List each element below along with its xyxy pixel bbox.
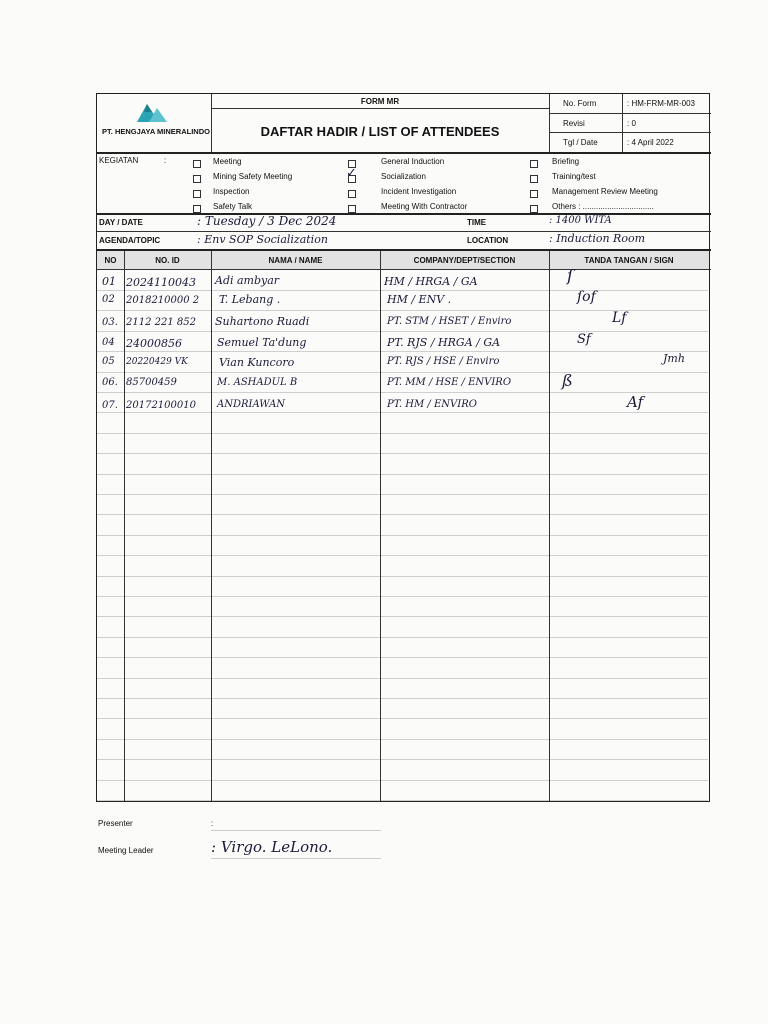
row-7-company: PT. HM / ENVIRO bbox=[387, 399, 477, 410]
time-label: TIME bbox=[467, 218, 487, 227]
table-row-rule bbox=[97, 535, 708, 536]
row-5-sign: Jmh bbox=[663, 352, 685, 365]
table-row-rule bbox=[97, 678, 708, 679]
row-4-sign: Sf bbox=[577, 332, 591, 347]
row-3-sign: Lf bbox=[612, 310, 627, 326]
row-3-company: PT. STM / HSET / Enviro bbox=[387, 316, 512, 327]
checkbox-mining-safety[interactable] bbox=[193, 175, 201, 183]
checkbox-incident-investigation[interactable] bbox=[348, 190, 356, 198]
row-2-no: 02 bbox=[102, 294, 115, 305]
checkbox-management-review[interactable] bbox=[530, 190, 538, 198]
presenter-label: Presenter bbox=[98, 819, 133, 828]
row-5-name: Vian Kuncoro bbox=[219, 356, 295, 369]
option-training: Training/test bbox=[552, 172, 596, 181]
checkbox-others[interactable] bbox=[530, 205, 538, 213]
checkbox-training[interactable] bbox=[530, 175, 538, 183]
row-6-id: 85700459 bbox=[126, 377, 177, 388]
row-2-company: HM / ENV . bbox=[387, 293, 452, 306]
tgl-value: : 4 April 2022 bbox=[627, 138, 674, 147]
header-name: NAMA / NAME bbox=[268, 256, 323, 265]
table-row-rule bbox=[97, 514, 708, 515]
row-4-id: 24000856 bbox=[126, 337, 182, 350]
row-6-name: M. ASHADUL B bbox=[217, 377, 298, 388]
table-row-rule bbox=[97, 412, 708, 413]
row-2-id: 2018210000 2 bbox=[126, 295, 200, 306]
agenda-value: : Env SOP Socialization bbox=[197, 233, 328, 246]
row-7-id: 20172100010 bbox=[126, 400, 196, 411]
checkbox-meeting-contractor[interactable] bbox=[348, 205, 356, 213]
table-row-rule bbox=[97, 351, 708, 352]
row-7-sign: Af bbox=[627, 393, 644, 411]
row-5-no: 05 bbox=[102, 356, 115, 367]
header-id: NO. ID bbox=[155, 256, 180, 265]
form-title: DAFTAR HADIR / LIST OF ATTENDEES bbox=[260, 124, 500, 139]
checkbox-safety-talk[interactable] bbox=[193, 205, 201, 213]
kegiatan-colon: : bbox=[164, 156, 167, 165]
revisi-value: : 0 bbox=[627, 119, 636, 128]
agenda-label: AGENDA/TOPIC bbox=[99, 236, 161, 245]
table-row-rule bbox=[97, 474, 708, 475]
table-row-rule bbox=[97, 739, 708, 740]
row-2-sign: ſof bbox=[577, 289, 596, 305]
row-5-company: PT. RJS / HSE / Enviro bbox=[387, 356, 500, 367]
row-4-no: 04 bbox=[102, 337, 115, 348]
row-7-name: ANDRIAWAN bbox=[217, 399, 286, 410]
day-date-value: : Tuesday / 3 Dec 2024 bbox=[197, 214, 337, 228]
table-row-rule bbox=[97, 698, 708, 699]
row-1-sign: ſ bbox=[567, 266, 573, 285]
row-1-name: Adi ambyar bbox=[215, 274, 280, 287]
day-date-label: DAY / DATE bbox=[99, 218, 143, 227]
row-3-id: 2112 221 852 bbox=[126, 317, 196, 328]
row-6-sign: ß bbox=[562, 371, 573, 390]
table-row-rule bbox=[97, 780, 708, 781]
location-value: : Induction Room bbox=[549, 232, 646, 245]
form-label: FORM MR bbox=[360, 97, 400, 106]
header-company: COMPANY/DEPT/SECTION bbox=[413, 256, 516, 265]
option-briefing: Briefing bbox=[552, 157, 580, 166]
table-row-rule bbox=[97, 392, 708, 393]
checkbox-inspection[interactable] bbox=[193, 190, 201, 198]
row-2-name: T. Lebang . bbox=[219, 293, 281, 306]
company-logo-icon bbox=[135, 100, 169, 124]
tgl-label: Tgl / Date bbox=[563, 138, 598, 147]
time-value: : 1400 WITA bbox=[549, 215, 612, 226]
option-socialization: Socialization bbox=[381, 172, 426, 181]
table-row-rule bbox=[97, 576, 708, 577]
row-6-no: 06. bbox=[102, 377, 118, 388]
row-1-id: 2024110043 bbox=[126, 276, 196, 289]
option-mining-safety: Mining Safety Meeting bbox=[213, 172, 293, 181]
row-4-company: PT. RJS / HRGA / GA bbox=[387, 336, 501, 349]
option-meeting: Meeting bbox=[213, 157, 242, 166]
location-label: LOCATION bbox=[467, 236, 509, 245]
table-row-rule bbox=[97, 718, 708, 719]
option-incident-investigation: Incident Investigation bbox=[381, 187, 457, 196]
revisi-label: Revisi bbox=[563, 119, 585, 128]
socialization-check-mark: ✓ bbox=[346, 166, 357, 181]
table-row-rule bbox=[97, 657, 708, 658]
table-row-rule bbox=[97, 759, 708, 760]
table-row-rule bbox=[97, 453, 708, 454]
header-sign: TANDA TANGAN / SIGN bbox=[584, 256, 674, 265]
option-meeting-contractor: Meeting With Contractor bbox=[381, 202, 468, 211]
row-6-company: PT. MM / HSE / ENVIRO bbox=[387, 377, 512, 388]
option-general-induction: General Induction bbox=[381, 157, 445, 166]
table-row-rule bbox=[97, 637, 708, 638]
row-3-name: Suhartono Ruadi bbox=[215, 315, 310, 328]
presenter-value: : bbox=[211, 819, 214, 828]
row-1-company: HM / HRGA / GA bbox=[384, 275, 478, 288]
row-5-id: 20220429 VK bbox=[126, 357, 188, 367]
kegiatan-label: KEGIATAN bbox=[99, 156, 139, 165]
table-row-rule bbox=[97, 800, 708, 801]
option-safety-talk: Safety Talk bbox=[213, 202, 252, 211]
checkbox-briefing[interactable] bbox=[530, 160, 538, 168]
header-no: NO bbox=[104, 256, 117, 265]
no-form-label: No. Form bbox=[563, 99, 597, 108]
table-row-rule bbox=[97, 555, 708, 556]
no-form-value: : HM-FRM-MR-003 bbox=[627, 99, 695, 108]
company-name: PT. HENGJAYA MINERALINDO bbox=[102, 127, 210, 136]
meeting-leader-value: : Virgo. LeLono. bbox=[211, 838, 333, 856]
table-row-rule bbox=[97, 616, 708, 617]
row-3-no: 03. bbox=[102, 317, 118, 328]
table-row-rule bbox=[97, 331, 708, 332]
row-4-name: Semuel Ta'dung bbox=[217, 336, 307, 349]
table-row-rule bbox=[97, 494, 708, 495]
row-7-no: 07. bbox=[102, 400, 118, 411]
checkbox-meeting[interactable] bbox=[193, 160, 201, 168]
option-inspection: Inspection bbox=[213, 187, 250, 196]
table-row-rule bbox=[97, 596, 708, 597]
meeting-leader-label: Meeting Leader bbox=[98, 846, 154, 855]
option-others: Others : ................................ bbox=[552, 202, 654, 211]
table-row-rule bbox=[97, 433, 708, 434]
row-1-no: 01 bbox=[102, 275, 116, 288]
table-row-rule bbox=[97, 372, 708, 373]
attendance-form bbox=[96, 93, 710, 802]
table-row-rule bbox=[97, 290, 708, 291]
option-management-review: Management Review Meeting bbox=[552, 187, 658, 196]
